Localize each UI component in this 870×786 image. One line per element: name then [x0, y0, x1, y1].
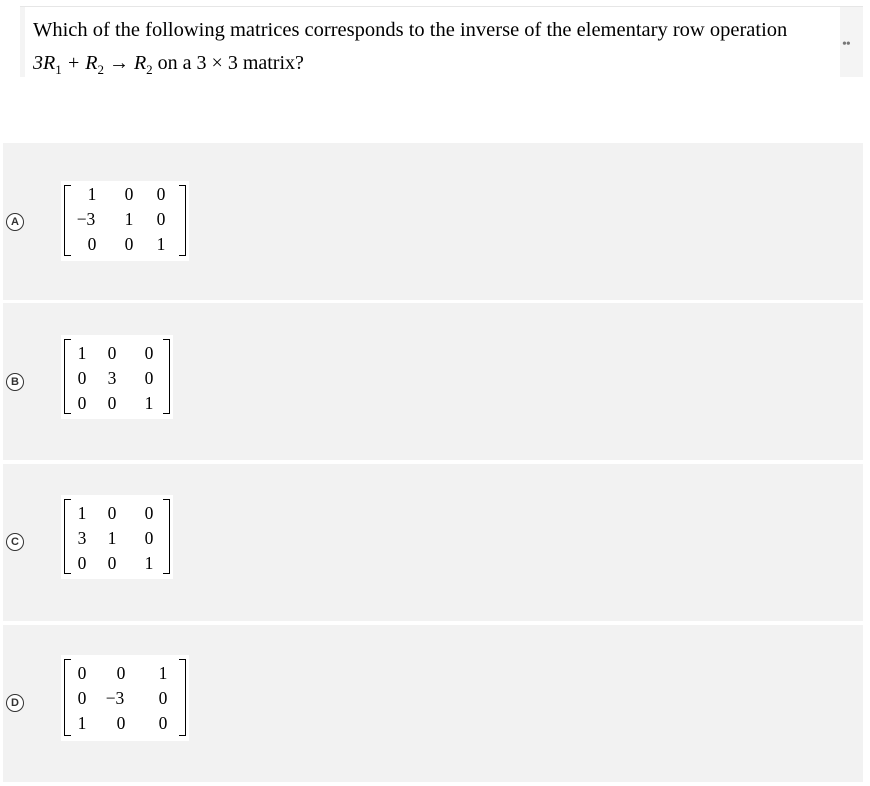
right-bracket [179, 185, 186, 256]
matrix-cell: 0 [156, 209, 166, 229]
matrix-cell: 1 [124, 209, 134, 229]
matrix-cell: 3 [107, 368, 117, 388]
option-letter-a: A [6, 213, 24, 231]
matrix-cell: 0 [107, 553, 117, 573]
matrix-cell: 0 [156, 184, 166, 204]
matrix-cell: 0 [77, 688, 87, 708]
matrix-cell: 0 [107, 393, 117, 413]
overflow-dots-icon: •• [842, 37, 850, 52]
question-text-area [25, 7, 840, 77]
matrix-cell: 0 [77, 368, 87, 388]
matrix-cell: 0 [107, 503, 117, 523]
matrix-a [61, 181, 189, 261]
right-bracket [163, 339, 170, 414]
formula-part: 3R [33, 52, 56, 74]
matrix-c [61, 495, 173, 579]
matrix-cell: 0 [158, 713, 168, 733]
formula-subscript: 2 [97, 62, 104, 77]
matrix-cell: 1 [144, 553, 154, 573]
matrix-cell: 0 [87, 234, 97, 254]
matrix-cell: 1 [77, 343, 87, 363]
matrix-cell: 1 [107, 528, 117, 548]
matrix-cell: 0 [107, 343, 117, 363]
option-letter-d: D [6, 694, 24, 712]
matrix-cell: 1 [87, 184, 97, 204]
option-d[interactable] [3, 625, 863, 782]
matrix-cell: 0 [77, 553, 87, 573]
matrix-cell: 1 [156, 234, 166, 254]
matrix-d [61, 655, 189, 741]
matrix-cell: 0 [116, 713, 126, 733]
formula-part: → R [103, 52, 147, 74]
matrix-cell: 0 [144, 368, 154, 388]
matrix-cell: 1 [158, 663, 168, 683]
option-c[interactable] [3, 464, 863, 621]
matrix-cell: −3 [76, 209, 96, 229]
option-letter-b: B [6, 373, 24, 391]
matrix-cell: 0 [144, 343, 154, 363]
matrix-cell: 0 [144, 528, 154, 548]
matrix-cell: −3 [105, 688, 125, 708]
formula-subscript: 2 [146, 62, 153, 77]
matrix-cell: 0 [158, 688, 168, 708]
matrix-cell: 0 [124, 184, 134, 204]
question-box [20, 6, 863, 77]
matrix-cell: 1 [77, 503, 87, 523]
matrix-cell: 1 [77, 713, 87, 733]
option-b[interactable] [3, 303, 863, 460]
question-text: Which of the following matrices corresponds to the inverse of the elementary row operation [33, 19, 788, 41]
option-letter-c: C [6, 533, 24, 551]
formula-part: + R [61, 52, 98, 74]
matrix-cell: 0 [77, 393, 87, 413]
left-bracket [64, 185, 71, 256]
matrix-cell: 3 [77, 528, 87, 548]
right-bracket [179, 659, 186, 736]
matrix-cell: 1 [144, 393, 154, 413]
matrix-cell: 0 [124, 234, 134, 254]
matrix-cell: 0 [144, 503, 154, 523]
matrix-cell: 0 [77, 663, 87, 683]
option-a[interactable] [3, 143, 863, 300]
matrix-cell: 0 [116, 663, 126, 683]
right-bracket [163, 499, 170, 574]
question-formula [33, 52, 304, 78]
formula-subscript: 1 [55, 62, 62, 77]
matrix-b [61, 335, 173, 419]
formula-part: on a 3 × 3 matrix? [152, 52, 304, 74]
